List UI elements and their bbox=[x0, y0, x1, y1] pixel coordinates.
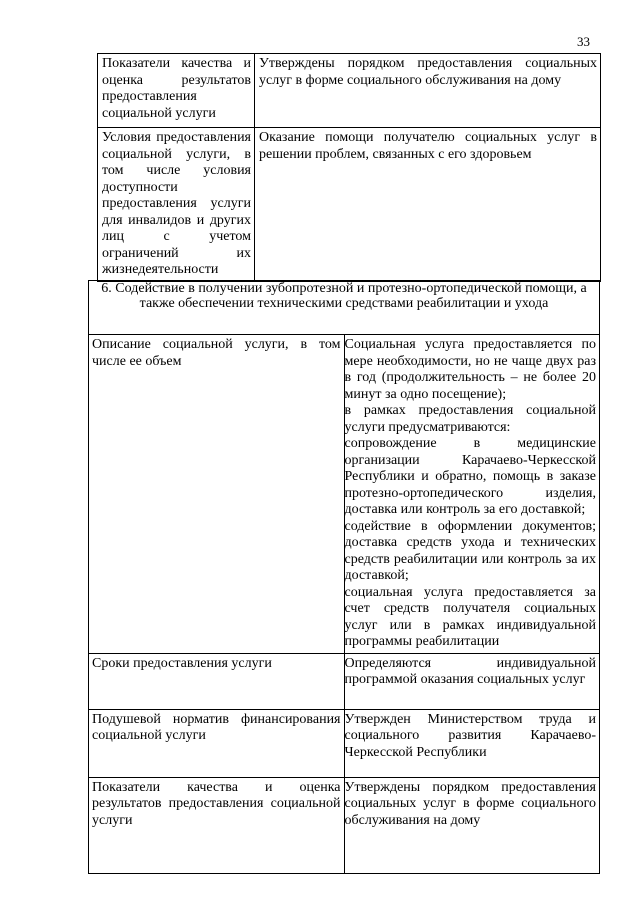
section-heading: 6. Содействие в получении зубопротезной и протезно-ортопедической помощи, а также обеспечении техническими средствами реабилитации и ухода bbox=[89, 281, 600, 335]
description-paragraph: социальная услуга предоставляется за счет средств получателя социальных услуг или в рамках индивидуальной программы реабилитации bbox=[344, 584, 596, 649]
table-row bbox=[89, 335, 600, 654]
funding-standard-label: Подушевой норматив финансирования социальной услуги bbox=[89, 709, 345, 777]
table-row bbox=[98, 128, 601, 282]
service-terms-label: Сроки предоставления услуги bbox=[89, 653, 345, 709]
accessibility-conditions-label: Условия предоставления социальной услуги, в том числе условия доступности предоставления услуги для инвалидов и других лиц с учетом ограничений их жизнедеятельности bbox=[98, 128, 255, 282]
funding-standard-value: Утвержден Министерством труда и социального развития Карачаево-Черкесской Республики bbox=[344, 709, 600, 777]
quality-indicators-value: Утверждены порядком предоставления социальных услуг в форме социального обслуживания на дому bbox=[255, 54, 601, 128]
service-description-value bbox=[344, 335, 600, 654]
service-table-bottom bbox=[88, 280, 600, 874]
table-row bbox=[89, 777, 600, 873]
accessibility-conditions-value: Оказание помощи получателю социальных услуг в решении проблем, связанных с его здоровьем bbox=[255, 128, 601, 282]
service-table-top bbox=[97, 53, 601, 282]
section-heading-row bbox=[89, 281, 600, 335]
table-row bbox=[98, 54, 601, 128]
table-row bbox=[89, 709, 600, 777]
description-paragraph: в рамках предоставления социальной услуги предусматриваются: bbox=[344, 403, 596, 435]
quality-indicators-label: Показатели качества и оценка результатов предоставления социальной услуги bbox=[89, 777, 345, 873]
page-number: 33 bbox=[577, 34, 590, 49]
quality-indicators-label: Показатели качества и оценка результатов предоставления социальной услуги bbox=[98, 54, 255, 128]
description-paragraph: сопровождение в медицинские организации Карачаево-Черкесской Республики и обратно, помощь в заказе протезно-ортопедического изделия, доставка или контроль за его доставкой; bbox=[344, 436, 596, 517]
description-paragraph: Социальная услуга предоставляется по мере необходимости, но не чаще двух раз в год (продолжительность – не более 20 минут за одно посещение); bbox=[344, 337, 596, 402]
service-description-label: Описание социальной услуги, в том числе ее объем bbox=[89, 335, 345, 654]
description-paragraph: содействие в оформлении документов; доставка средств ухода и технических средств реабилитации или контроль за их доставкой; bbox=[344, 518, 596, 583]
table-row bbox=[89, 653, 600, 709]
service-terms-value: Определяются индивидуальной программой оказания социальных услуг bbox=[344, 653, 600, 709]
quality-indicators-value: Утверждены порядком предоставления социальных услуг в форме социального обслуживания на дому bbox=[344, 777, 600, 873]
